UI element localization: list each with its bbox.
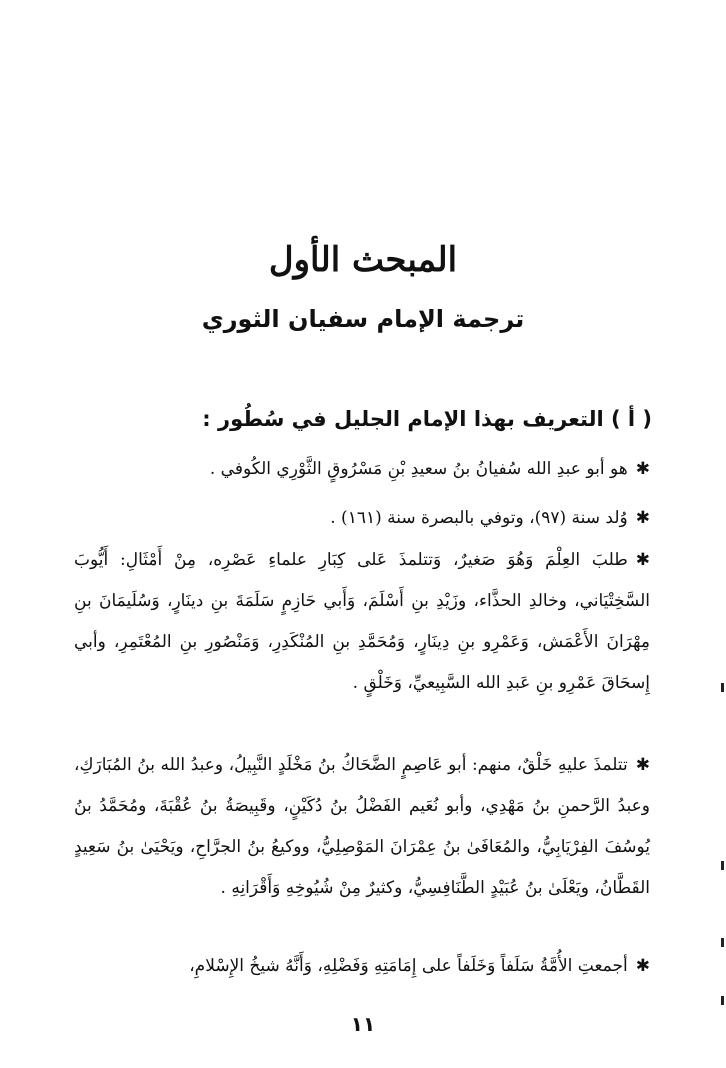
item-text: طلبَ العِلْمَ وَهُوَ صَغيرٌ، وَتتلمذَ عَلى كِبَارِ علماءِ عَصْرِه، مِنْ أَمْثَالِ: أَيُّوبَ السَّخِتْيَاني، وخالدِ الحذَّاء، وزَيْدِ بنِ أَسْلَمَ، وَأَبي حَازِمٍ سَلَمَةَ بنِ دينَارٍ، وَسُلَيمَانَ بنِ مِهْرَانَ الأَعْمَش، وَعَمْرِو بنِ دِينَارٍ، وَمُحَمَّدِ بنِ المُنْكَدِرِ، وَمَنْصُورِ بنِ المُعْتَمِرِ، وأبي إِسحَاقَ عَمْرِو بنِ عَبدِ الله السَّبِيعيِّ، وَخَلْقٍ . (74, 550, 650, 693)
star-bullet-icon: ✱ (635, 956, 650, 976)
list-item (74, 540, 650, 704)
star-bullet-icon: ✱ (635, 459, 650, 479)
list-item (74, 745, 650, 909)
chapter-title: المبحث الأول (268, 240, 458, 280)
item-text: هو أبو عبدِ الله سُفيانُ بنُ سعيدِ بْنِ مَسْرُوقٍ الثَّوْرِي الكُوفي . (209, 459, 628, 479)
item-text: تتلمذَ عليهِ خَلْقٌ، منهم: أبو عَاصِمٍ الضَّحَاكُ بنُ مَخْلَدٍ النَّبِيلُ، وعبدُ الله بنُ المُبَارَكِ، وعبدُ الرَّحمنِ بنُ مَهْدِي، وأبو نُعَيم الفَضْلُ بنُ دُكَيْنٍ، وقَبِيصَةُ بنُ عُقْبَةَ، ومُحَمَّدُ بنُ يُوسُفَ الفِرْيَابِيُّ، والمُعَافَىٰ بنُ عِمْرَانَ المَوْصِلِيُّ، ووكيعُ بنُ الجرَّاحِ، ويَحْيَىٰ بنُ سَعِيدٍ القَطَّانُ، ويَعْلَىٰ بنُ عُبَيْدٍ الطَّنَافِسِيُّ، وكثيرٌ مِنْ شُيُوخِهِ وَأَقْرَانِهِ . (74, 755, 650, 898)
scan-edge-mark (721, 996, 724, 1005)
list-item (90, 448, 650, 490)
scan-edge-mark (721, 683, 724, 692)
list-item (90, 497, 650, 539)
page-number: ١١ (350, 1012, 376, 1036)
star-bullet-icon: ✱ (635, 755, 651, 775)
scan-edge-mark (721, 938, 724, 947)
item-text: وُلد سنة (٩٧)، وتوفي بالبصرة سنة (١٦١) . (330, 508, 628, 528)
list-item (74, 946, 650, 987)
star-bullet-icon: ✱ (635, 508, 650, 528)
item-text: أجمعتِ الأُمَّةُ سَلَفاً وَخَلَفاً على إِمَامَتِهِ وَفَضْلِهِ، وَأَنَّهُ شيخُ الإِسْلامِ، (189, 956, 628, 976)
scan-edge-mark (721, 861, 724, 870)
page-subtitle: ترجمة الإمام سفيان الثوري (201, 305, 525, 333)
star-bullet-icon: ✱ (635, 550, 650, 570)
section-heading: ( أ ) التعريف بهذا الإمام الجليل في سُطُور : (202, 407, 652, 431)
